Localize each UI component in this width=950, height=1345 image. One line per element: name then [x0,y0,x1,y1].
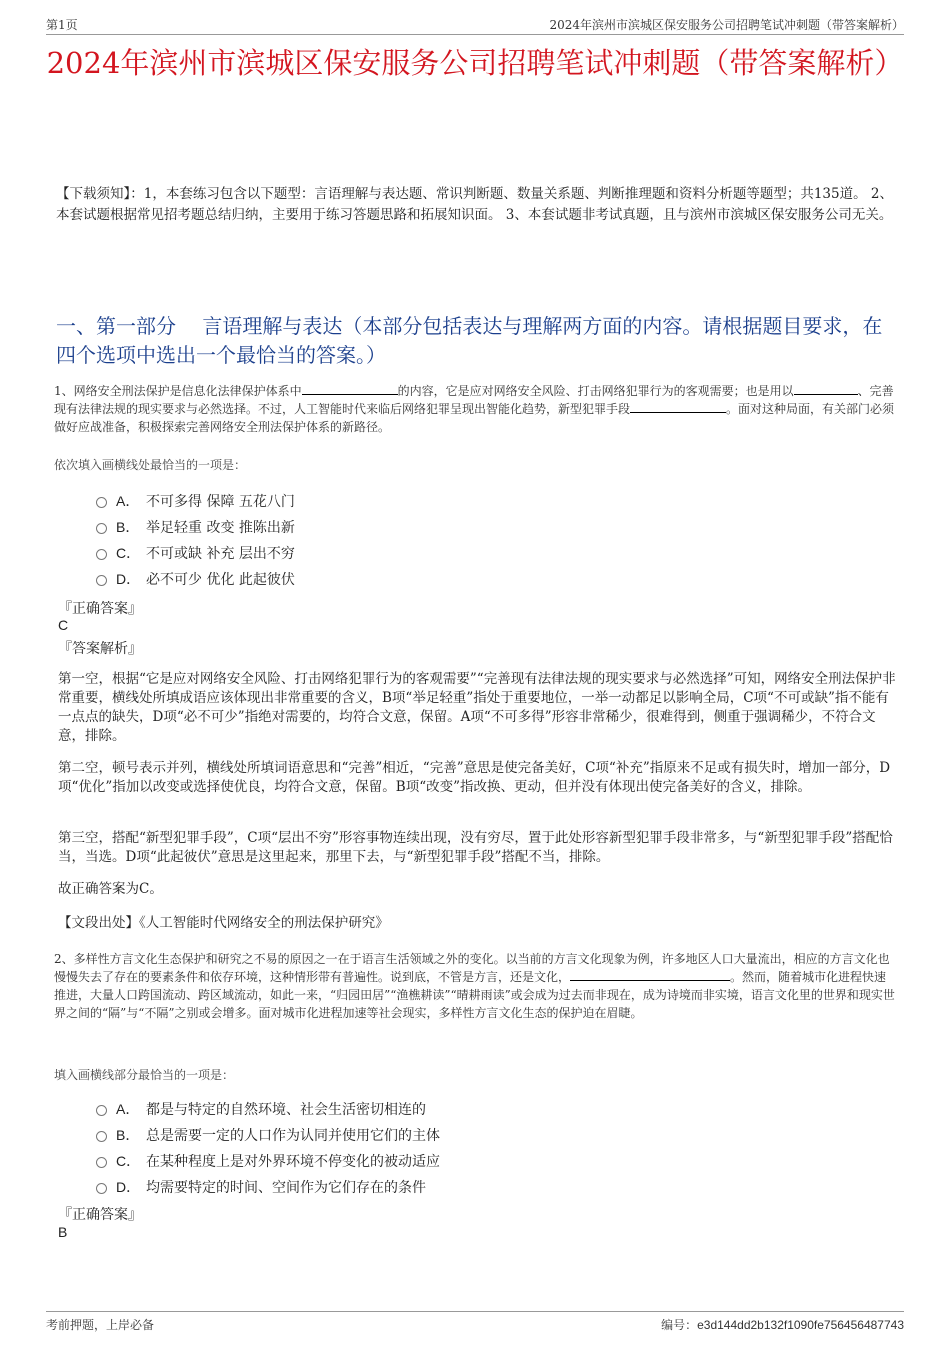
option-text: 不可或缺 补充 层出不穷 [146,546,295,562]
fill-blank [630,400,726,413]
header-doc-title: 2024年滨州市滨城区保安服务公司招聘笔试冲刺题（带答案解析） [549,18,904,32]
option-b[interactable] [96,514,295,540]
option-d[interactable] [96,566,295,592]
option-b[interactable] [96,1122,440,1148]
question-2-prompt: 填入画横线部分最恰当的一项是： [54,1068,235,1082]
fill-blank [794,382,858,395]
correct-answer-label: 『正确答案』 [58,601,142,617]
option-letter: A． [116,493,140,509]
footer-slogan: 考前押题，上岸必备 [46,1318,155,1332]
option-text: 均需要特定的时间、空间作为它们存在的条件 [146,1180,426,1196]
correct-answer: B [58,1224,68,1240]
option-letter: B． [116,1127,140,1143]
option-letter: C． [116,1153,141,1169]
analysis-conclusion: 故正确答案为C。 [58,881,163,897]
section-heading: 一、第一部分 言语理解与表达（本部分包括表达与理解两方面的内容。请根据题目要求，在四个选项中选出一个最恰当的答案。） [56,314,883,367]
document-title: 2024年滨州市滨城区保安服务公司招聘笔试冲刺题（带答案解析） [46,46,904,80]
download-notice: 【下载须知】：1，本套练习包含以下题型：言语理解与表达题、常识判断题、数量关系题、判断推理题和资料分析题等题型；共135道。 2、本套试题根据常见招考题总结归纳，主要用于练习答题思路和拓展知识面。 3、本套试题非考试真题，且与滨州市滨城区保安服务公司无关。 [56,186,893,223]
option-a[interactable] [96,488,295,514]
document-id [661,1316,904,1333]
page-footer [46,1311,904,1332]
id-value: e3d144dd2b132f1090fe756456487743 [697,1318,904,1332]
radio-icon[interactable] [96,549,107,560]
q2-text-part: 。然而，随着城市化进程快速推进，大量人口跨国流动、跨区域流动，如此一来，“归园田居”“渔樵耕读”“晴耕雨读”或会成为过去而非现在，成为诗境而非实境，语言文化里的世界和现实世界之间的“隔”与“不隔”之别或会增多。面对城市化进程加速等社会现实，多样性方言文化生态的保护迫在眉睫。 [54,970,895,1020]
option-text: 不可多得 保障 五花八门 [146,494,295,510]
option-letter: A． [116,1101,140,1117]
fill-blank [570,968,730,981]
option-text: 必不可少 优化 此起彼伏 [146,572,295,588]
id-label: 编号： [661,1318,698,1332]
radio-icon[interactable] [96,523,107,534]
correct-answer-label: 『正确答案』 [58,1207,142,1223]
option-letter: C． [116,545,141,561]
q1-text-part: 、完善现有法律法规的现实要求与必然选择。不过，人工智能时代来临后网络犯罪呈现出智能化趋势，新型犯罪手段 [54,384,894,416]
option-text: 举足轻重 改变 推陈出新 [146,520,295,536]
q1-text-part: 的内容，它是应对网络安全风险、打击网络犯罪行为的客观需要；也是用以 [397,384,794,398]
option-a[interactable] [96,1096,440,1122]
option-letter: B． [116,519,140,535]
analysis-paragraph: 第二空，顿号表示并列，横线处所填词语意思和“完善”相近，“完善”意思是使完备美好，C项“补充”指原来不足或有损失时，增加一部分，D项“优化”指加以改变或选择使优良，均符合文意，保留。B项“改变”指改换、更动，但并没有体现出使完备美好的含义，排除。 [58,760,891,795]
option-text: 在某种程度上是对外界环境不停变化的被动适应 [146,1154,440,1170]
page-header [46,14,904,35]
source-citation: 【文段出处】《人工智能时代网络安全的刑法保护研究》 [58,915,389,931]
q2-text-part: 2、多样性方言文化生态保护和研究之不易的原因之一在于语言生活领域之外的变化。以当前的方言文化现象为例，许多地区人口大量流出，相应的方言文化也慢慢失去了存在的要素条件和依存环境，这种情形带有普遍性。说到底，不管是方言，还是文化， [54,952,890,984]
radio-icon[interactable] [96,1131,107,1142]
option-text: 总是需要一定的人口作为认同并使用它们的主体 [146,1128,440,1144]
option-d[interactable] [96,1174,440,1200]
option-letter: D． [116,1179,141,1195]
question-2-options [96,1096,440,1200]
radio-icon[interactable] [96,1105,107,1116]
q1-text-part: 1、网络安全刑法保护是信息化法律保护体系中 [54,384,302,398]
fill-blank [302,382,398,395]
radio-icon[interactable] [96,1183,107,1194]
radio-icon[interactable] [96,575,107,586]
question-1-prompt: 依次填入画横线处最恰当的一项是： [54,458,247,472]
analysis-paragraph: 第一空，根据“它是应对网络安全风险、打击网络犯罪行为的客观需要”“完善现有法律法规的现实要求与必然选择”可知，网络安全刑法保护非常重要，横线处所填成语应该体现出非常重要的含义，B项“举足轻重”指处于重要地位，一举一动都足以影响全局，C项“不可或缺”指不能有一点点的缺失，D项“必不可少”指绝对需要的，均符合文意，保留。A项“不可多得”形容非常稀少，很难得到，侧重于强调稀少，不符合文意，排除。 [58,671,896,744]
question-1-options [96,488,295,592]
option-letter: D． [116,571,141,587]
option-text: 都是与特定的自然环境、社会生活密切相连的 [146,1102,426,1118]
analysis-label: 『答案解析』 [58,641,142,657]
radio-icon[interactable] [96,497,107,508]
page-number: 第1页 [46,18,78,32]
question-2-text [54,950,898,1022]
question-1-text [54,382,898,436]
option-c[interactable] [96,540,295,566]
analysis-paragraph: 第三空，搭配“新型犯罪手段”，C项“层出不穷”形容事物连续出现，没有穷尽，置于此处形容新型犯罪手段非常多，与“新型犯罪手段”搭配恰当，当选。D项“此起彼伏”意思是这里起来，那里下去，与“新型犯罪手段”搭配不当，排除。 [58,830,893,865]
correct-answer: C [58,617,69,633]
option-c[interactable] [96,1148,440,1174]
q1-text-part: 。面对这种局面，有关部门必须做好应战准备，积极探索完善网络安全刑法保护体系的新路径。 [54,402,895,434]
radio-icon[interactable] [96,1157,107,1168]
